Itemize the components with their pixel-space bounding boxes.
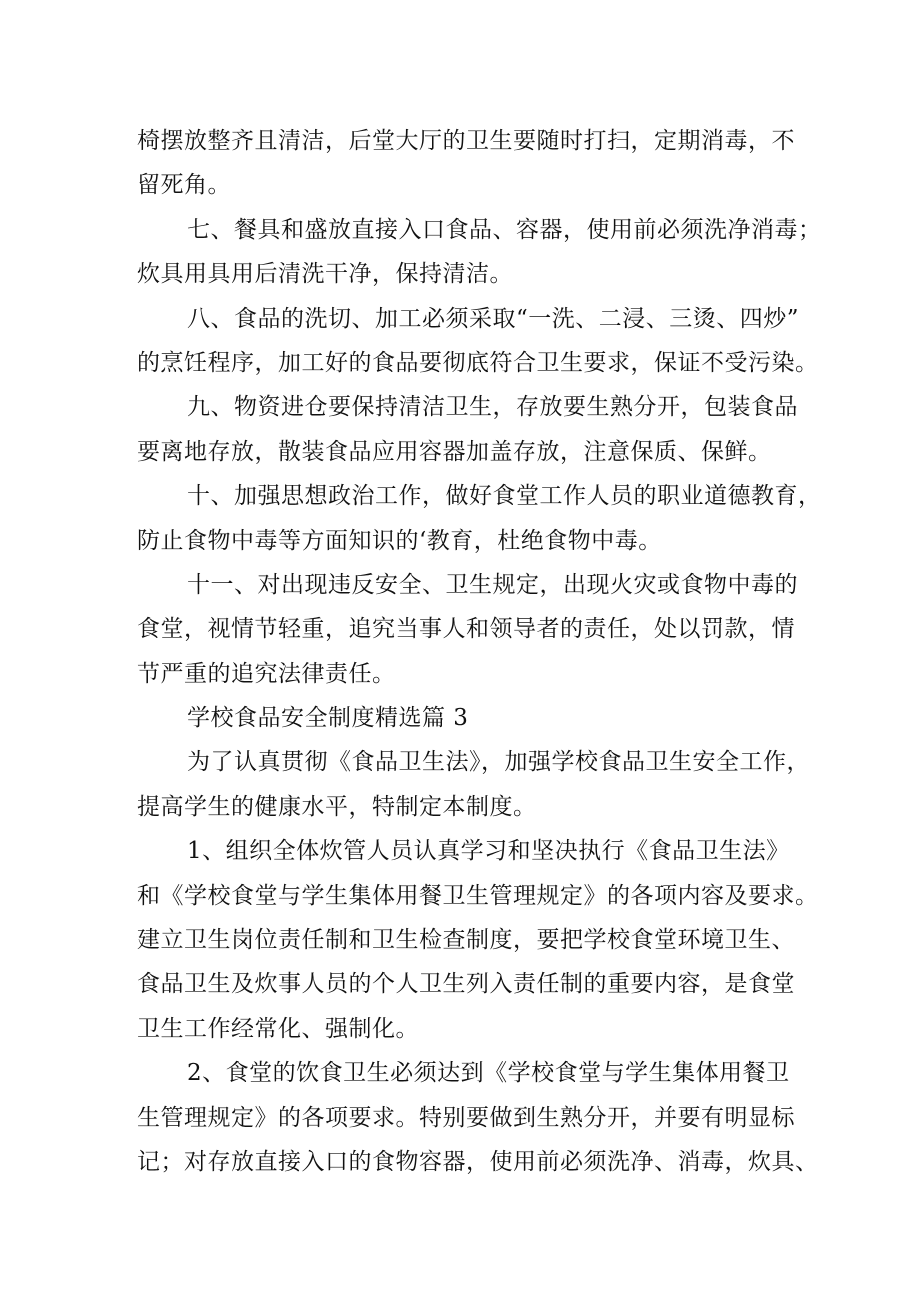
policy-item-1-line: 和《学校食堂与学生集体用餐卫生管理规定》的各项内容及要求。 (137, 882, 819, 909)
intro-paragraph-line: 为了认真贯彻《食品卫生法》，加强学校食品卫生安全工作， (187, 749, 810, 776)
rule-item-9-line: 九、物资进仓要保持清洁卫生，存放要生熟分开，包装食品 (187, 394, 798, 421)
paragraph-line: 留死角。 (137, 172, 231, 199)
policy-item-1-line: 建立卫生岗位责任制和卫生检查制度，要把学校食堂环境卫生、 (137, 927, 795, 954)
rule-item-11-line: 节严重的追究法律责任。 (137, 660, 396, 687)
rule-item-7-line: 炊具用具用后清洗干净，保持清洁。 (137, 261, 513, 288)
rule-item-9-line: 要离地存放，散装食品应用容器加盖存放，注意保质、保鲜。 (137, 438, 772, 465)
rule-item-7-line: 七、餐具和盛放直接入口食品、容器，使用前必须洗净消毒； (187, 216, 822, 243)
policy-item-2-line: 记；对存放直接入口的食物容器，使用前必须洗净、消毒，炊具、 (137, 1148, 819, 1175)
policy-item-1-line: 卫生工作经常化、强制化。 (137, 1015, 419, 1042)
paragraph-line: 椅摆放整齐且清洁，后堂大厅的卫生要随时打扫，定期消毒，不 (137, 128, 795, 154)
rule-item-8-line: 的烹饪程序，加工好的食品要彻底符合卫生要求，保证不受污染。 (137, 349, 819, 376)
policy-item-2-line: 2、食堂的饮食卫生必须达到《学校食堂与学生集体用餐卫 (187, 1060, 790, 1087)
policy-item-1-line: 食品卫生及炊事人员的个人卫生列入责任制的重要内容，是食堂 (137, 971, 795, 998)
rule-item-11-line: 十一、对出现违反安全、卫生规定，出现火灾或食物中毒的 (187, 571, 798, 598)
policy-item-2-line: 生管理规定》的各项要求。特别要做到生熟分开，并要有明显标 (137, 1104, 795, 1131)
rule-item-8-line: 八、食品的洗切、加工必须采取“一洗、二浸、三烫、四炒” (187, 305, 800, 332)
rule-item-10-line: 十、加强思想政治工作，做好食堂工作人员的职业道德教育， (187, 483, 822, 510)
intro-paragraph-line: 提高学生的健康水平，特制定本制度。 (137, 793, 537, 820)
document-text-column (137, 119, 822, 1184)
rule-item-11-line: 食堂，视情节轻重，追究当事人和领导者的责任，处以罚款，情 (137, 616, 795, 643)
section-heading: 学校食品安全制度精选篇 3 (187, 705, 469, 732)
rule-item-10-line: 防止食物中毒等方面知识的‘教育，杜绝食物中毒。 (137, 527, 662, 554)
policy-item-1-line: 1、组织全体炊管人员认真学习和坚决执行《食品卫生法》 (187, 838, 790, 865)
